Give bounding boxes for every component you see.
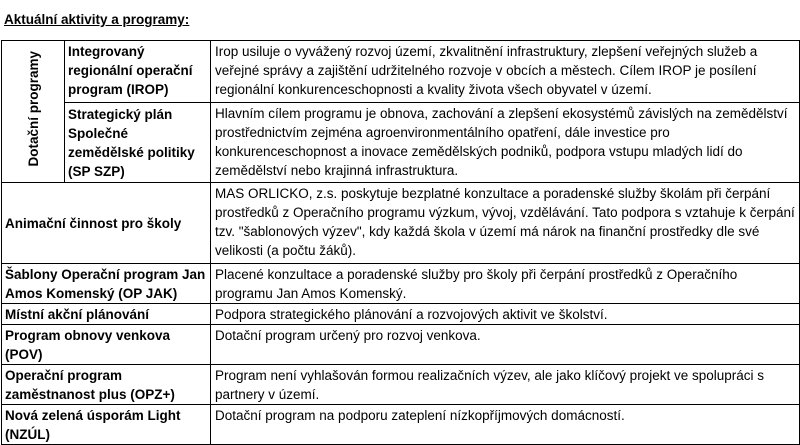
program-description: Placené konzultace a poradenské služby pro školy při čerpání prostředků z Operačního programu Jan Amos Komenský. [211, 264, 800, 304]
program-description: MAS ORLICKO, z.s. poskytuje bezplatné konzultace a poradenské služby školám při čerpání prostředků z Operačního programu výzkum, vývoj, vzdělávání. Tato podpora s vztahuje k čerpání tzv. "šablonových výzev", kdy každá škola v území má nárok na finanční prostředky dle své velikosti (a počtu žáků). [211, 183, 800, 264]
group-label-cell [2, 41, 65, 183]
table-row [2, 365, 800, 405]
group-label: Dotační programy [25, 51, 41, 167]
program-name: Operační program zaměstnanost plus (OPZ+) [2, 365, 211, 405]
program-name: Integrovaný regionální operační program (IROP) [65, 41, 211, 103]
program-description: Program není vyhlašován formou realizačních výzev, ale jako klíčový projekt ve spolupráci s partnery v území. [211, 365, 800, 405]
program-description: Irop usiluje o vyvážený rozvoj území, zkvalitnění infrastruktury, zlepšení veřejných služeb a veřejné správy a zajištění udržitelného rozvoje v obcích a městech. Cílem IROP je posílení regionální konkurenceschopnosti a kvality života všech obyvatel v území. [211, 41, 800, 103]
program-description: Hlavním cílem programu je obnova, zachování a zlepšení ekosystémů závislých na zemědělství prostřednictvím zejména agroenvironmentálního opatření, dále investice pro konkurenceschopnost a inovace zemědělských podniků, podpora vstupu mladých lidí do zemědělství nebo krajinná infrastruktura. [211, 103, 800, 183]
program-name: Animační činnost pro školy [2, 183, 211, 264]
table-row [2, 325, 800, 365]
program-description: Podpora strategického plánování a rozvojových aktivit ve školství. [211, 304, 800, 325]
program-name: Strategický plán Společné zemědělské politiky (SP SZP) [65, 103, 211, 183]
table-row [2, 405, 800, 445]
table-row [2, 264, 800, 304]
program-description: Dotační program na podporu zateplení nízkopříjmových domácností. [211, 405, 800, 445]
activities-table [1, 40, 800, 445]
page-heading: Aktuální aktivity a programy: [4, 12, 190, 27]
program-name: Šablony Operační program Jan Amos Komenský (OP JAK) [2, 264, 211, 304]
program-name: Program obnovy venkova (POV) [2, 325, 211, 365]
table-row [2, 41, 800, 103]
program-description: Dotační program určený pro rozvoj venkova. [211, 325, 800, 365]
table-row [2, 304, 800, 325]
table-row [2, 103, 800, 183]
table-row [2, 183, 800, 264]
program-name: Místní akční plánování [2, 304, 211, 325]
program-name: Nová zelená úsporám Light (NZÚL) [2, 405, 211, 445]
